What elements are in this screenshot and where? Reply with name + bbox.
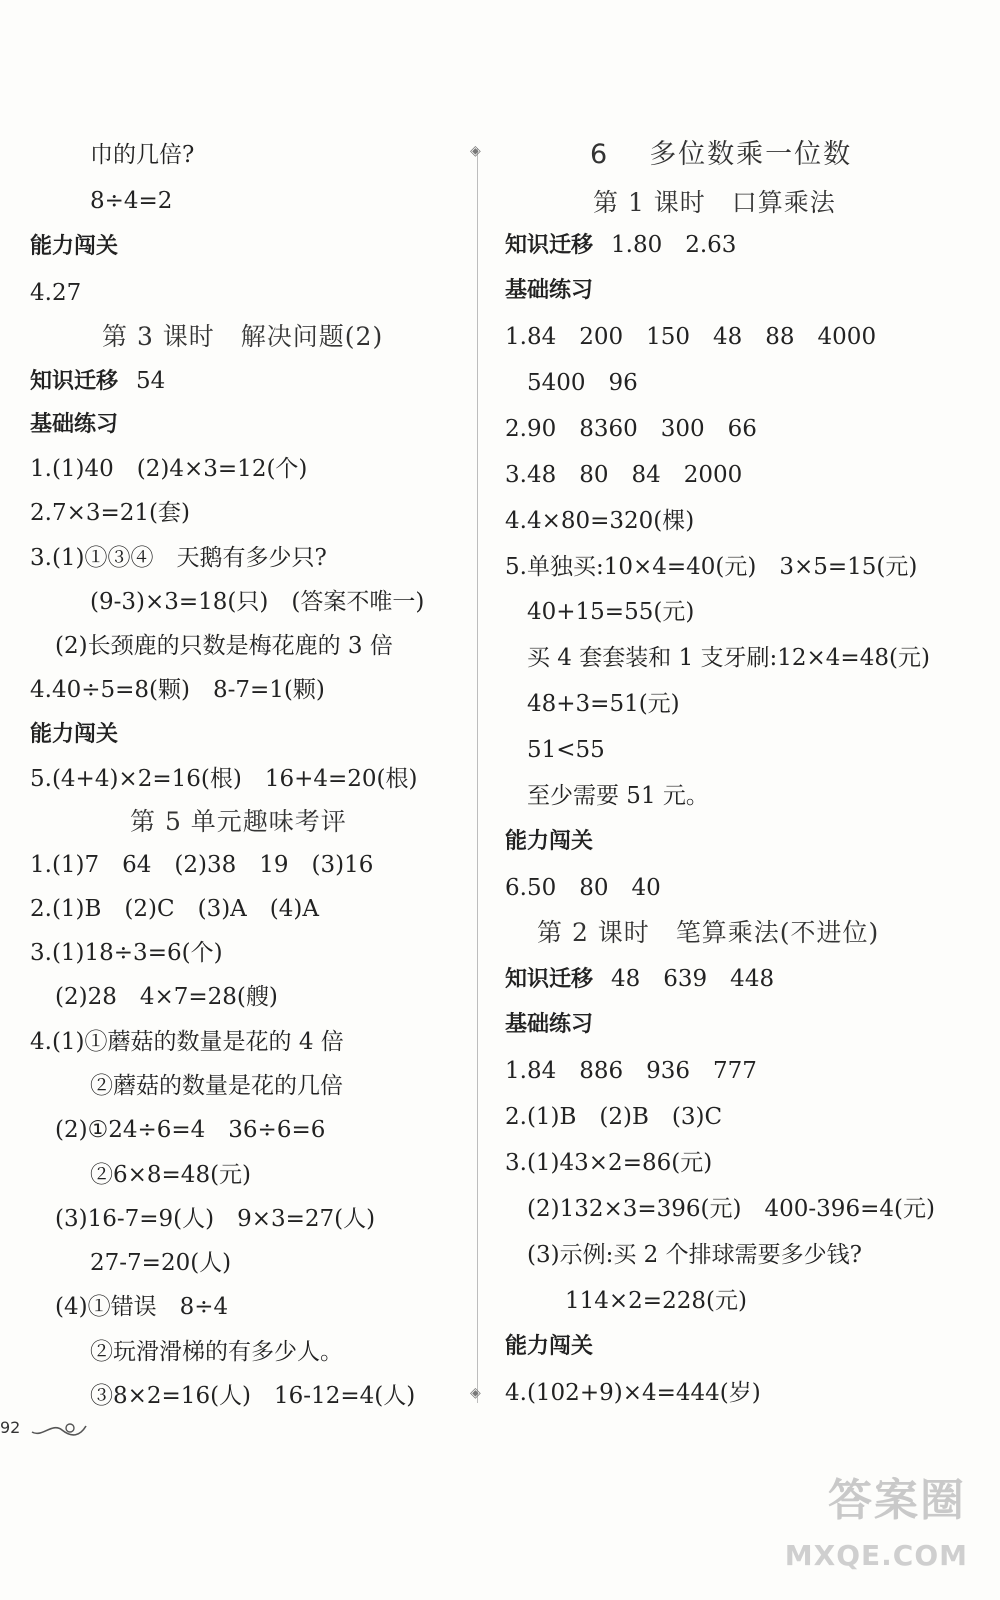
answer-line: 2.7×3=21(套) xyxy=(30,500,190,526)
answer-line: 3.(1)43×2=86(元) xyxy=(505,1150,713,1176)
divider-ornament-icon: ◈ xyxy=(470,143,481,159)
answer-line: 51<55 xyxy=(527,737,605,763)
section-heading-basic: 基础练习 xyxy=(505,278,594,303)
answer-line: (3)16-7=9(人) 9×3=27(人) xyxy=(55,1206,376,1232)
answer-line: 至少需要 51 元。 xyxy=(527,783,709,809)
answer-line: ②玩滑滑梯的有多少人。 xyxy=(90,1339,343,1365)
knowledge-transfer-row xyxy=(30,366,165,397)
answer-line: 1.(1)7 64 (2)38 19 (3)16 xyxy=(30,852,374,878)
answer-line: 5.单独买:10×4=40(元) 3×5=15(元) xyxy=(505,554,918,580)
answer-line: 买 4 套套装和 1 支牙刷:12×4=48(元) xyxy=(527,645,930,671)
answer-line: 40+15=55(元) xyxy=(527,599,695,625)
answer-line: (2)①24÷6=4 36÷6=6 xyxy=(55,1117,326,1143)
answer-value: 54 xyxy=(136,368,166,394)
section-heading-ability: 能力闯关 xyxy=(30,234,119,259)
answer-line: 48+3=51(元) xyxy=(527,691,680,717)
answer-line: (9-3)×3=18(只) (答案不唯一) xyxy=(90,589,425,615)
section-heading-knowledge: 知识迁移 xyxy=(30,369,119,394)
section-heading-ability: 能力闯关 xyxy=(505,829,594,854)
answer-line: 1.84 200 150 48 88 4000 xyxy=(505,324,877,350)
answer-line: (3)示例:买 2 个排球需要多少钱? xyxy=(527,1242,862,1268)
chapter-number: 6 xyxy=(590,139,610,170)
section-heading-knowledge: 知识迁移 xyxy=(505,233,594,258)
answer-line: 2.(1)B (2)B (3)C xyxy=(505,1104,723,1130)
answer-line: 4.27 xyxy=(30,280,82,306)
chapter-title xyxy=(590,140,852,170)
divider-ornament-icon: ◈ xyxy=(470,1385,481,1401)
answer-line: 3.(1)①③④ 天鹅有多少只? xyxy=(30,545,327,571)
lesson-title-2: 第 2 课时 笔算乘法(不进位) xyxy=(537,918,880,947)
lesson-title-3: 第 3 课时 解决问题(2) xyxy=(102,322,384,351)
answer-value: 1.80 2.63 xyxy=(611,232,737,258)
answer-line: 3.48 80 84 2000 xyxy=(505,462,743,488)
section-heading-knowledge: 知识迁移 xyxy=(505,967,594,992)
watermark-url: MXQE.COM xyxy=(784,1539,968,1572)
answer-line: 114×2=228(元) xyxy=(565,1288,747,1314)
unit-review-title: 第 5 单元趣味考评 xyxy=(130,807,347,836)
page-number: 92 xyxy=(0,1418,21,1437)
section-heading-basic: 基础练习 xyxy=(30,412,119,437)
answer-line: 2.90 8360 300 66 xyxy=(505,416,757,442)
lesson-title-1: 第 1 课时 口算乘法 xyxy=(593,188,836,217)
watermark-logo-text: 答案圈 xyxy=(828,1475,966,1526)
answer-line: (4)①错误 8÷4 xyxy=(55,1294,229,1320)
watermark xyxy=(784,1475,986,1590)
answer-line: 1.(1)40 (2)4×3=12(个) xyxy=(30,456,308,482)
knowledge-transfer-row xyxy=(505,230,736,261)
answer-line: (2)长颈鹿的只数是梅花鹿的 3 倍 xyxy=(55,633,393,659)
answer-line: (2)28 4×7=28(艘) xyxy=(55,984,278,1010)
answer-line: ②6×8=48(元) xyxy=(90,1162,252,1188)
answer-line: (2)132×3=396(元) 400-396=4(元) xyxy=(527,1196,935,1222)
answer-line: 4.4×80=320(棵) xyxy=(505,508,695,534)
section-heading-ability: 能力闯关 xyxy=(505,1334,594,1359)
answer-line: 5400 96 xyxy=(527,370,638,396)
section-heading-basic: 基础练习 xyxy=(505,1012,594,1037)
wave-ornament-icon xyxy=(30,1418,90,1440)
question-tail: 巾的几倍? xyxy=(90,142,195,168)
answer-line: 2.(1)B (2)C (3)A (4)A xyxy=(30,896,319,922)
chapter-name: 多位数乘一位数 xyxy=(649,139,853,170)
answer-line: 6.50 80 40 xyxy=(505,875,661,901)
answer-line: 4.(1)①蘑菇的数量是花的 4 倍 xyxy=(30,1029,344,1055)
answer-line: 3.(1)18÷3=6(个) xyxy=(30,940,223,966)
answer-line: ③8×2=16(人) 16-12=4(人) xyxy=(90,1383,416,1409)
answer-value: 48 639 448 xyxy=(611,966,775,992)
answer-line: 4.(102+9)×4=444(岁) xyxy=(505,1380,761,1406)
answer-line: 8÷4=2 xyxy=(90,188,173,214)
answer-line: ②蘑菇的数量是花的几倍 xyxy=(90,1073,343,1099)
knowledge-transfer-row xyxy=(505,964,774,995)
column-divider xyxy=(477,148,478,1403)
answer-line: 4.40÷5=8(颗) 8-7=1(颗) xyxy=(30,677,325,703)
answer-line: 1.84 886 936 777 xyxy=(505,1058,757,1084)
answer-line: 5.(4+4)×2=16(根) 16+4=20(根) xyxy=(30,766,418,792)
answer-line: 27-7=20(人) xyxy=(90,1250,232,1276)
section-heading-ability: 能力闯关 xyxy=(30,722,119,747)
